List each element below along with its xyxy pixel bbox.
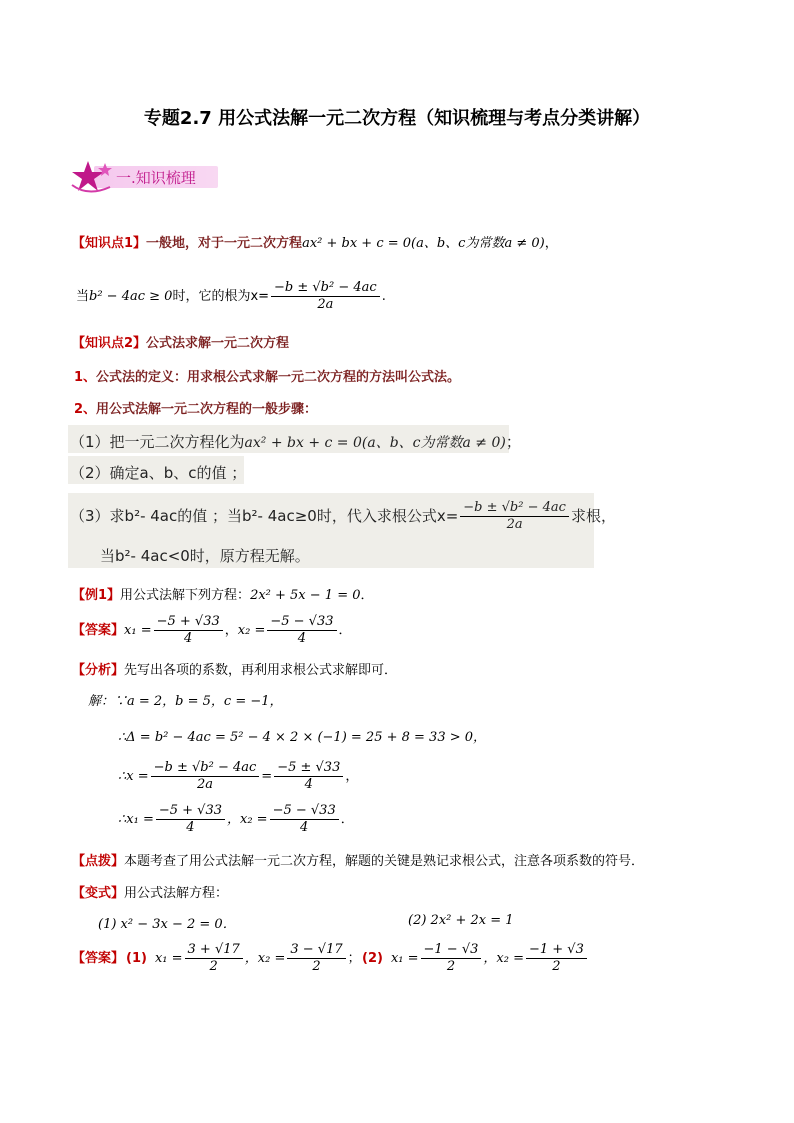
- variant-tag: 【变式】: [72, 886, 125, 901]
- variant-answer-1-numerator-1: 3 + √17: [185, 942, 243, 959]
- knowledge-point-1: [72, 232, 558, 251]
- variant-question-2-text: (2) 2x² + 2x = 1: [408, 913, 514, 928]
- variant-answer-2-numerator-1: −1 − √3: [421, 942, 482, 959]
- variant-question-1-text: (1) x² − 3x − 2 = 0．: [98, 917, 236, 932]
- step-3-numerator: −b ± √b² − 4ac: [460, 500, 569, 517]
- step-3-denominator: 2a: [506, 517, 523, 532]
- variant-question-1: [98, 913, 236, 932]
- step-1-end: ；: [505, 433, 521, 451]
- variant-answer-1-label: (1): [126, 951, 147, 966]
- knowledge-1-line2-mid: 时，它的根为x=: [172, 289, 270, 304]
- solution-line-2: [118, 726, 486, 745]
- solution-line-3-numerator-2: −5 ± √33: [274, 760, 343, 777]
- step-3-end: 求根，: [570, 507, 616, 525]
- solution-line-4-fraction-2: [270, 803, 339, 836]
- tip-tag: 【点拨】: [72, 854, 125, 869]
- solution-line-3-fraction-2: [274, 760, 343, 793]
- variant-answer-1-separator: ，x₂ =: [244, 951, 286, 966]
- example-1-equation: 2x² + 5x − 1 = 0: [250, 588, 361, 603]
- analysis-text: 先写出各项的系数，再利用求根公式求解即可．: [124, 663, 398, 678]
- knowledge-1-text: 一般地，对于一元二次方程: [146, 236, 303, 251]
- knowledge-1-line2-prefix: 当: [76, 289, 90, 304]
- variant-answer-2-denominator-1: 2: [446, 959, 456, 974]
- solution-line-3-numerator-1: −b ± √b² − 4ac: [151, 760, 260, 777]
- variant-answer-1-denominator-2: 2: [312, 959, 321, 974]
- analysis-tag: 【分析】: [72, 663, 125, 678]
- variant-answer-2-numerator-2: −1 + √3: [526, 942, 587, 959]
- example-1: [72, 584, 374, 603]
- example-1-answer: [72, 614, 352, 647]
- tip-text: 本题考查了用公式法解一元二次方程，解题的关键是熟记求根公式，注意各项系数的符号．: [124, 854, 645, 869]
- variant-question-2: [408, 913, 514, 928]
- answer-x2-numerator: −5 − √33: [267, 614, 336, 631]
- solution-line-1: [88, 690, 283, 709]
- item-2-number: 2、: [74, 402, 97, 417]
- answer-x1-label: x₁ =: [124, 623, 152, 638]
- variant-answer-1-fraction-1: [185, 942, 243, 975]
- root-formula-fraction: [271, 280, 380, 313]
- knowledge-1-line2-end: .: [381, 289, 386, 304]
- solution-line-3-prefix: ∴x =: [118, 769, 149, 784]
- answer-x2-denominator: 4: [297, 631, 307, 646]
- solution-line-3-denominator-1: 2a: [196, 777, 213, 792]
- step-3-text: （3）求b²- 4ac的值 ；当b²- 4ac≥0时，代入求根公式x=: [70, 507, 459, 525]
- item-1-text: 公式法的定义：用求根公式求解一元二次方程的方法叫公式法。: [96, 370, 461, 385]
- solution-line-4-end: ．: [340, 812, 354, 827]
- knowledge-1-equation: ax² + bx + c = 0(a、b、c为常数a ≠ 0): [302, 236, 545, 251]
- step-1: [70, 431, 521, 452]
- root-formula-numerator: −b ± √b² − 4ac: [271, 280, 380, 297]
- variant-answer: [72, 942, 361, 975]
- example-1-tip: [72, 850, 644, 869]
- solution-line-4-separator: ，x₂ =: [227, 812, 268, 827]
- solution-line-4: [118, 803, 354, 836]
- example-1-tag: 【例1】: [72, 588, 121, 603]
- answer-separator: ，: [224, 623, 238, 638]
- solution-line-1-text: 解：∵a = 2，b = 5，c = −1，: [88, 694, 283, 709]
- knowledge-1-condition: b² − 4ac ≥ 0: [89, 289, 173, 304]
- knowledge-1-root-formula: [76, 280, 386, 313]
- answer-x2-fraction: [267, 614, 336, 647]
- section-heading: [76, 165, 218, 189]
- knowledge-1-tail: ，: [544, 236, 558, 251]
- solution-line-4-numerator-2: −5 − √33: [270, 803, 339, 820]
- solution-line-4-x1: ∴x₁ =: [118, 812, 154, 827]
- step-1-text: （1）把一元二次方程化为: [70, 433, 245, 451]
- step-3-formula: [460, 500, 569, 533]
- solution-line-4-denominator-2: 4: [300, 820, 309, 835]
- item-1-number: 1、: [74, 370, 97, 385]
- variant-answer-tag: 【答案】: [72, 951, 125, 966]
- variant-answer-1-numerator-2: 3 − √17: [287, 942, 345, 959]
- variant-answer-2-fraction-1: [421, 942, 482, 975]
- variant-answer-2-separator: ，x₂ =: [483, 951, 524, 966]
- solution-line-3-fraction-1: [151, 760, 260, 793]
- example-1-analysis: [72, 659, 397, 678]
- knowledge-2-item-1: [74, 366, 460, 385]
- answer-x1-numerator: −5 + √33: [154, 614, 223, 631]
- answer-x2-label: x₂ =: [237, 623, 266, 638]
- solution-line-4-fraction-1: [156, 803, 225, 836]
- example-1-text: 用公式法解下列方程：: [120, 588, 251, 603]
- step-3-line-2: 当b²- 4ac<0时，原方程无解。: [100, 547, 310, 565]
- solution-line-3-end: ，: [345, 769, 359, 784]
- answer-tag: 【答案】: [72, 623, 125, 638]
- variant-answer-1-end: ；: [347, 951, 361, 966]
- knowledge-1-tag: 【知识点1】: [72, 236, 147, 251]
- knowledge-2-tag: 【知识点2】: [72, 336, 147, 351]
- variant-answer-2-x1: x₁ =: [390, 951, 419, 966]
- variant-text: 用公式法解方程：: [124, 886, 229, 901]
- section-heading-label: 一.知识梳理: [116, 169, 196, 187]
- step-3-line-1: [70, 500, 616, 533]
- answer-end: ．: [338, 623, 352, 638]
- step-1-equation: ax² + bx + c = 0(a、b、c为常数a ≠ 0): [244, 435, 506, 451]
- solution-line-3-denominator-2: 4: [304, 777, 313, 792]
- variant-answer-2-fraction-2: [526, 942, 587, 975]
- answer-x1-denominator: 4: [184, 631, 193, 646]
- step-2: （2）确定a、b、c的值 ；: [70, 464, 247, 482]
- knowledge-point-2: [72, 332, 289, 351]
- variant-answer-2-denominator-2: 2: [552, 959, 561, 974]
- solution-line-4-denominator-1: 4: [186, 820, 195, 835]
- item-2-text: 用公式法解一元二次方程的一般步骤：: [96, 402, 318, 417]
- solution-line-2-text: ∴Δ = b² − 4ac = 5² − 4 × 2 × (−1) = 25 + 8 = 33 > 0，: [118, 730, 487, 745]
- variant-answer-1-x1: x₁ =: [154, 951, 183, 966]
- variant: [72, 882, 228, 901]
- example-1-eq-end: ．: [360, 588, 374, 603]
- knowledge-2-item-2: [74, 398, 317, 417]
- solution-line-3: [118, 760, 358, 793]
- solution-line-3-equals: =: [261, 769, 273, 784]
- star-icon: [68, 159, 112, 195]
- variant-answer-2: [362, 942, 589, 975]
- variant-answer-1-denominator-1: 2: [209, 959, 218, 974]
- solution-line-4-numerator-1: −5 + √33: [156, 803, 225, 820]
- variant-answer-2-label: (2): [362, 951, 383, 966]
- knowledge-2-title: 公式法求解一元二次方程: [146, 336, 290, 351]
- answer-x1-fraction: [154, 614, 223, 647]
- variant-answer-1-fraction-2: [287, 942, 345, 975]
- page-title: 专题2.7 用公式法解一元二次方程（知识梳理与考点分类讲解）: [143, 108, 651, 129]
- root-formula-denominator: 2a: [317, 297, 334, 312]
